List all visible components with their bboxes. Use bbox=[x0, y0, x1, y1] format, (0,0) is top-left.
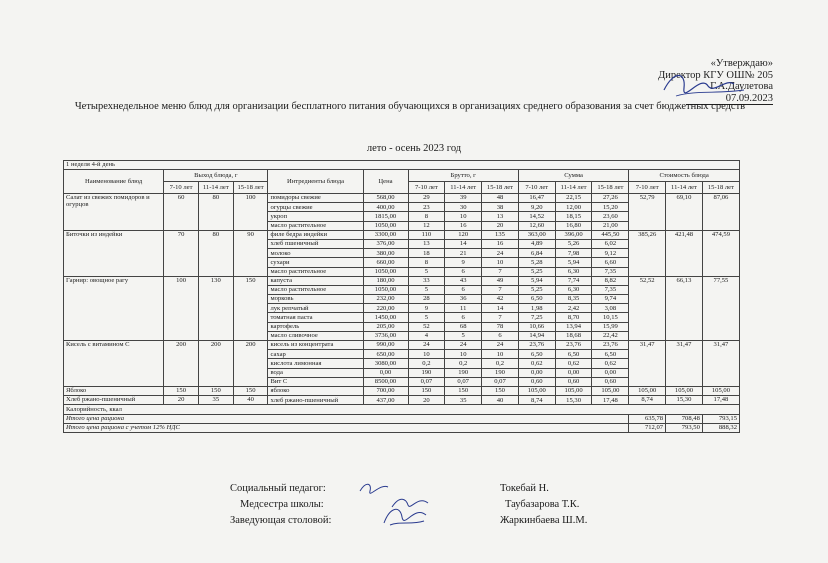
ingredient-sum: 6,30 bbox=[555, 285, 592, 294]
ingredient-sum: 14,94 bbox=[518, 331, 555, 340]
ingredient-sum: 1,98 bbox=[518, 304, 555, 313]
ingredient-name: томатная паста bbox=[268, 313, 363, 322]
approval-heading: «Утверждаю» bbox=[710, 58, 773, 69]
dish-cost: 52,52 bbox=[629, 276, 666, 340]
ingredient-sum: 4,89 bbox=[518, 239, 555, 248]
ingredient-sum: 18,15 bbox=[555, 212, 592, 221]
ingredient-brutto: 36 bbox=[445, 295, 482, 304]
ingredient-brutto: 13 bbox=[482, 212, 519, 221]
ingredient-sum: 7,35 bbox=[592, 285, 629, 294]
dish-output: 150 bbox=[198, 386, 233, 395]
document-season: лето - осень 2023 год bbox=[366, 143, 462, 154]
header-out-age2: 11-14 лет bbox=[198, 182, 233, 194]
ingredient-brutto: 6 bbox=[445, 285, 482, 294]
ingredient-brutto: 13 bbox=[408, 239, 445, 248]
ingredient-brutto: 5 bbox=[408, 267, 445, 276]
ingredient-sum: 6,50 bbox=[518, 350, 555, 359]
ingredient-brutto: 8 bbox=[408, 212, 445, 221]
header-sum-age3: 15-18 лет bbox=[592, 182, 629, 194]
dish-cost: 66,13 bbox=[666, 276, 703, 340]
ingredient-sum: 105,00 bbox=[555, 386, 592, 395]
ingredient-brutto: 29 bbox=[408, 194, 445, 203]
ingredient-sum: 15,99 bbox=[592, 322, 629, 331]
ingredient-sum: 7,98 bbox=[555, 249, 592, 258]
ingredient-brutto: 150 bbox=[445, 386, 482, 395]
ingredient-name: кислота лимонная bbox=[268, 359, 363, 368]
dish-cost: 31,47 bbox=[629, 341, 666, 387]
approval-name: Г.А.Даулетова bbox=[710, 81, 773, 92]
ingredient-brutto: 150 bbox=[482, 386, 519, 395]
ingredient-sum: 0,62 bbox=[518, 359, 555, 368]
ingredient-brutto: 9 bbox=[445, 258, 482, 267]
ingredient-sum: 23,60 bbox=[592, 212, 629, 221]
dish-cost: 31,47 bbox=[702, 341, 739, 387]
ingredient-sum: 15,20 bbox=[592, 203, 629, 212]
ingredient-sum: 6,02 bbox=[592, 239, 629, 248]
ingredient-brutto: 14 bbox=[482, 304, 519, 313]
ingredient-brutto: 0,07 bbox=[482, 377, 519, 386]
signature-icon bbox=[358, 479, 392, 497]
total-age2: 708,48 bbox=[666, 414, 703, 423]
ingredient-name: помидоры свежие bbox=[268, 194, 363, 203]
ingredient-sum: 6,50 bbox=[518, 295, 555, 304]
ingredient-sum: 21,00 bbox=[592, 221, 629, 230]
ingredient-price: 3300,00 bbox=[363, 230, 408, 239]
total-label: Итого цена рациона bbox=[64, 414, 629, 423]
ingredient-sum: 27,26 bbox=[592, 194, 629, 203]
header-brutto: Брутто, г bbox=[408, 170, 518, 182]
dish-output: 80 bbox=[198, 194, 233, 231]
name-canteen-head: Жаркинбаева Ш.М. bbox=[500, 515, 588, 526]
dish-output: 35 bbox=[198, 396, 233, 405]
ingredient-sum: 10,15 bbox=[592, 313, 629, 322]
ingredient-price: 568,00 bbox=[363, 194, 408, 203]
ingredient-brutto: 5 bbox=[408, 313, 445, 322]
calories-label: Калорийность, ккал bbox=[64, 405, 740, 414]
ingredient-brutto: 78 bbox=[482, 322, 519, 331]
ingredient-sum: 22,42 bbox=[592, 331, 629, 340]
table-row bbox=[64, 276, 740, 285]
ingredient-sum: 3,08 bbox=[592, 304, 629, 313]
ingredient-sum: 7,25 bbox=[518, 313, 555, 322]
ingredient-brutto: 8 bbox=[408, 258, 445, 267]
ingredient-price: 3736,00 bbox=[363, 331, 408, 340]
ingredient-brutto: 30 bbox=[445, 203, 482, 212]
name-school-nurse: Таубазарова Т.К. bbox=[505, 499, 580, 510]
dish-name: Кисель с витамином С bbox=[64, 341, 164, 387]
ingredient-price: 1050,00 bbox=[363, 285, 408, 294]
ingredient-brutto: 48 bbox=[482, 194, 519, 203]
ingredient-brutto: 24 bbox=[482, 341, 519, 350]
ingredient-brutto: 21 bbox=[445, 249, 482, 258]
dish-output: 150 bbox=[233, 386, 268, 395]
ingredient-sum: 9,74 bbox=[592, 295, 629, 304]
dish-output: 40 bbox=[233, 396, 268, 405]
header-brutto-age2: 11-14 лет bbox=[445, 182, 482, 194]
dish-output: 60 bbox=[164, 194, 199, 231]
ingredient-name: морковь bbox=[268, 295, 363, 304]
ingredient-price: 650,00 bbox=[363, 350, 408, 359]
document-title: Четырехнедельное меню блюд для организации бесплатного питания обучающихся в организациях среднего образования за счет бюджетных средств bbox=[74, 101, 746, 112]
ingredient-price: 220,00 bbox=[363, 304, 408, 313]
dish-cost: 421,48 bbox=[666, 230, 703, 276]
ingredient-sum: 0,00 bbox=[592, 368, 629, 377]
ingredient-brutto: 68 bbox=[445, 322, 482, 331]
ingredient-sum: 396,00 bbox=[555, 230, 592, 239]
ingredient-price: 700,00 bbox=[363, 386, 408, 395]
table-row bbox=[64, 194, 740, 203]
ingredient-sum: 6,50 bbox=[592, 350, 629, 359]
approval-block bbox=[658, 58, 773, 105]
dish-name: Яблоко bbox=[64, 386, 164, 395]
ingredient-sum: 17,48 bbox=[592, 396, 629, 405]
ingredient-brutto: 5 bbox=[408, 285, 445, 294]
ingredient-brutto: 12 bbox=[408, 221, 445, 230]
ingredient-brutto: 43 bbox=[445, 276, 482, 285]
ingredient-brutto: 42 bbox=[482, 295, 519, 304]
ingredient-name: Вит С bbox=[268, 377, 363, 386]
ingredient-sum: 10,66 bbox=[518, 322, 555, 331]
ingredient-brutto: 7 bbox=[482, 313, 519, 322]
total-vat-age3: 888,32 bbox=[702, 423, 739, 432]
ingredient-sum: 7,74 bbox=[555, 276, 592, 285]
ingredient-sum: 0,60 bbox=[592, 377, 629, 386]
total-vat-age2: 793,50 bbox=[666, 423, 703, 432]
ingredient-price: 990,00 bbox=[363, 341, 408, 350]
table-row bbox=[64, 230, 740, 239]
dish-cost: 105,00 bbox=[702, 386, 739, 395]
total-vat-age1: 712,07 bbox=[629, 423, 666, 432]
ingredient-brutto: 10 bbox=[445, 350, 482, 359]
ingredient-sum: 6,60 bbox=[592, 258, 629, 267]
ingredient-name: картофель bbox=[268, 322, 363, 331]
ingredient-brutto: 190 bbox=[408, 368, 445, 377]
ingredient-sum: 12,60 bbox=[518, 221, 555, 230]
ingredient-name: сухари bbox=[268, 258, 363, 267]
dish-cost: 8,74 bbox=[629, 396, 666, 405]
ingredient-price: 1450,00 bbox=[363, 313, 408, 322]
ingredient-sum: 0,62 bbox=[592, 359, 629, 368]
ingredient-sum: 13,94 bbox=[555, 322, 592, 331]
ingredient-sum: 15,30 bbox=[555, 396, 592, 405]
ingredient-sum: 12,00 bbox=[555, 203, 592, 212]
ingredient-name: масло растительное bbox=[268, 221, 363, 230]
role-school-nurse: Медсестра школы: bbox=[240, 499, 324, 510]
ingredient-brutto: 0,07 bbox=[408, 377, 445, 386]
ingredient-sum: 8,35 bbox=[555, 295, 592, 304]
approval-director: Директор КГУ ОШ№ 205 bbox=[658, 69, 773, 81]
ingredient-brutto: 10 bbox=[445, 212, 482, 221]
ingredient-sum: 8,82 bbox=[592, 276, 629, 285]
dish-cost: 105,00 bbox=[629, 386, 666, 395]
dish-cost: 15,30 bbox=[666, 396, 703, 405]
ingredient-name: укроп bbox=[268, 212, 363, 221]
ingredient-sum: 14,52 bbox=[518, 212, 555, 221]
ingredient-brutto: 24 bbox=[408, 341, 445, 350]
header-ingredients: Интредиенты блюда bbox=[268, 170, 363, 194]
dish-name: Хлеб ржано-пшеничный bbox=[64, 396, 164, 405]
dish-output: 200 bbox=[164, 341, 199, 387]
ingredient-sum: 5,28 bbox=[518, 258, 555, 267]
dish-output: 100 bbox=[164, 276, 199, 340]
ingredient-sum: 6,50 bbox=[555, 350, 592, 359]
ingredient-brutto: 0,2 bbox=[408, 359, 445, 368]
header-out-age1: 7-10 лет bbox=[164, 182, 199, 194]
ingredient-brutto: 6 bbox=[445, 313, 482, 322]
ingredient-brutto: 24 bbox=[482, 249, 519, 258]
ingredient-price: 1050,00 bbox=[363, 267, 408, 276]
ingredient-brutto: 39 bbox=[445, 194, 482, 203]
dish-name: Салат из свежих помидоров и огурцов bbox=[64, 194, 164, 231]
ingredient-sum: 23,76 bbox=[555, 341, 592, 350]
ingredient-brutto: 33 bbox=[408, 276, 445, 285]
dish-output: 80 bbox=[198, 230, 233, 276]
ingredient-sum: 8,74 bbox=[518, 396, 555, 405]
ingredient-name: огурцы свежие bbox=[268, 203, 363, 212]
menu-table bbox=[63, 160, 740, 433]
ingredient-price: 1050,00 bbox=[363, 221, 408, 230]
ingredient-brutto: 190 bbox=[445, 368, 482, 377]
ingredient-brutto: 0,2 bbox=[445, 359, 482, 368]
header-output: Выход блюда, г bbox=[164, 170, 268, 182]
ingredient-name: молоко bbox=[268, 249, 363, 258]
ingredient-brutto: 35 bbox=[445, 396, 482, 405]
ingredient-brutto: 10 bbox=[408, 350, 445, 359]
total-age3: 793,15 bbox=[702, 414, 739, 423]
dish-output: 150 bbox=[233, 276, 268, 340]
role-canteen-head: Заведующая столовой: bbox=[230, 515, 332, 526]
ingredient-sum: 0,60 bbox=[555, 377, 592, 386]
header-cost-age3: 15-18 лет bbox=[702, 182, 739, 194]
ingredient-price: 180,00 bbox=[363, 276, 408, 285]
ingredient-sum: 18,68 bbox=[555, 331, 592, 340]
signatures-block bbox=[230, 481, 650, 529]
ingredient-sum: 6,84 bbox=[518, 249, 555, 258]
ingredient-sum: 105,00 bbox=[518, 386, 555, 395]
ingredient-brutto: 20 bbox=[408, 396, 445, 405]
dish-cost: 77,55 bbox=[702, 276, 739, 340]
ingredient-brutto: 120 bbox=[445, 230, 482, 239]
header-sum: Сумма bbox=[518, 170, 628, 182]
ingredient-brutto: 24 bbox=[445, 341, 482, 350]
header-sum-age1: 7-10 лет bbox=[518, 182, 555, 194]
ingredient-sum: 22,15 bbox=[555, 194, 592, 203]
ingredient-sum: 363,00 bbox=[518, 230, 555, 239]
ingredient-price: 380,00 bbox=[363, 249, 408, 258]
ingredient-brutto: 0,07 bbox=[445, 377, 482, 386]
ingredient-name: капуста bbox=[268, 276, 363, 285]
ingredient-brutto: 40 bbox=[482, 396, 519, 405]
ingredient-brutto: 0,2 bbox=[482, 359, 519, 368]
ingredient-sum: 7,35 bbox=[592, 267, 629, 276]
ingredient-name: хлеб пшеничный bbox=[268, 239, 363, 248]
ingredient-brutto: 28 bbox=[408, 295, 445, 304]
dish-cost: 69,10 bbox=[666, 194, 703, 231]
ingredient-brutto: 7 bbox=[482, 267, 519, 276]
table-row bbox=[64, 386, 740, 395]
dish-output: 130 bbox=[198, 276, 233, 340]
ingredient-name: вода bbox=[268, 368, 363, 377]
dish-cost: 52,79 bbox=[629, 194, 666, 231]
header-price: Цена bbox=[363, 170, 408, 194]
ingredient-name: масло растительное bbox=[268, 285, 363, 294]
dish-output: 200 bbox=[198, 341, 233, 387]
approval-date: 07.09.2023 bbox=[686, 93, 773, 106]
ingredient-brutto: 38 bbox=[482, 203, 519, 212]
ingredient-name: сахар bbox=[268, 350, 363, 359]
ingredient-name: масло сливочное bbox=[268, 331, 363, 340]
ingredient-brutto: 4 bbox=[408, 331, 445, 340]
ingredient-name: яблоко bbox=[268, 386, 363, 395]
total-vat-label: Итого цена рациона с учетом 12% НДС bbox=[64, 423, 629, 432]
menu-body bbox=[64, 194, 740, 405]
table-row bbox=[64, 341, 740, 350]
ingredient-sum: 23,76 bbox=[592, 341, 629, 350]
ingredient-brutto: 110 bbox=[408, 230, 445, 239]
ingredient-name: филе бедра индейки bbox=[268, 230, 363, 239]
ingredient-brutto: 10 bbox=[482, 350, 519, 359]
ingredient-brutto: 16 bbox=[445, 221, 482, 230]
ingredient-sum: 5,26 bbox=[555, 239, 592, 248]
ingredient-price: 376,00 bbox=[363, 239, 408, 248]
header-dish: Наименование блюд bbox=[64, 170, 164, 194]
ingredient-brutto: 23 bbox=[408, 203, 445, 212]
ingredient-price: 8500,00 bbox=[363, 377, 408, 386]
header-cost-age2: 11-14 лет bbox=[666, 182, 703, 194]
dish-name: Гарнир: овощное рагу bbox=[64, 276, 164, 340]
ingredient-sum: 0,00 bbox=[555, 368, 592, 377]
ingredient-brutto: 10 bbox=[482, 258, 519, 267]
dish-name: Биточки из индейки bbox=[64, 230, 164, 276]
ingredient-brutto: 11 bbox=[445, 304, 482, 313]
ingredient-brutto: 18 bbox=[408, 249, 445, 258]
ingredient-price: 3080,00 bbox=[363, 359, 408, 368]
dish-cost: 105,00 bbox=[666, 386, 703, 395]
ingredient-sum: 23,76 bbox=[518, 341, 555, 350]
header-out-age3: 15-18 лет bbox=[233, 182, 268, 194]
ingredient-sum: 8,70 bbox=[555, 313, 592, 322]
ingredient-sum: 5,94 bbox=[518, 276, 555, 285]
ingredient-sum: 0,60 bbox=[518, 377, 555, 386]
ingredient-price: 400,00 bbox=[363, 203, 408, 212]
ingredient-brutto: 9 bbox=[408, 304, 445, 313]
ingredient-sum: 16,80 bbox=[555, 221, 592, 230]
signature-icon bbox=[380, 503, 430, 529]
header-brutto-age1: 7-10 лет bbox=[408, 182, 445, 194]
total-age1: 635,78 bbox=[629, 414, 666, 423]
ingredient-sum: 105,00 bbox=[592, 386, 629, 395]
dish-cost: 385,26 bbox=[629, 230, 666, 276]
dish-cost: 31,47 bbox=[666, 341, 703, 387]
dish-output: 200 bbox=[233, 341, 268, 387]
ingredient-brutto: 5 bbox=[445, 331, 482, 340]
ingredient-brutto: 16 bbox=[482, 239, 519, 248]
header-cost-age1: 7-10 лет bbox=[629, 182, 666, 194]
dish-cost: 17,48 bbox=[702, 396, 739, 405]
header-cost: Стоимость блюда bbox=[629, 170, 740, 182]
ingredient-brutto: 150 bbox=[408, 386, 445, 395]
ingredient-sum: 0,62 bbox=[555, 359, 592, 368]
ingredient-name: лук репчатый bbox=[268, 304, 363, 313]
ingredient-name: хлеб ржано-пшеничный bbox=[268, 396, 363, 405]
ingredient-price: 1815,00 bbox=[363, 212, 408, 221]
ingredient-name: кисель из концентрата bbox=[268, 341, 363, 350]
ingredient-sum: 16,47 bbox=[518, 194, 555, 203]
ingredient-brutto: 135 bbox=[482, 230, 519, 239]
table-row bbox=[64, 396, 740, 405]
dish-output: 100 bbox=[233, 194, 268, 231]
dish-output: 150 bbox=[164, 386, 199, 395]
dish-output: 90 bbox=[233, 230, 268, 276]
ingredient-price: 660,00 bbox=[363, 258, 408, 267]
dish-cost: 87,06 bbox=[702, 194, 739, 231]
ingredient-sum: 5,94 bbox=[555, 258, 592, 267]
ingredient-sum: 2,42 bbox=[555, 304, 592, 313]
role-social-teacher: Социальный педагог: bbox=[230, 483, 326, 494]
ingredient-sum: 0,00 bbox=[518, 368, 555, 377]
ingredient-price: 437,00 bbox=[363, 396, 408, 405]
ingredient-brutto: 6 bbox=[445, 267, 482, 276]
dish-output: 70 bbox=[164, 230, 199, 276]
ingredient-price: 205,00 bbox=[363, 322, 408, 331]
ingredient-brutto: 7 bbox=[482, 285, 519, 294]
ingredient-brutto: 52 bbox=[408, 322, 445, 331]
header-brutto-age3: 15-18 лет bbox=[482, 182, 519, 194]
ingredient-brutto: 14 bbox=[445, 239, 482, 248]
name-social-teacher: Токебай Н. bbox=[500, 483, 549, 494]
ingredient-brutto: 6 bbox=[482, 331, 519, 340]
dish-output: 20 bbox=[164, 396, 199, 405]
ingredient-sum: 445,50 bbox=[592, 230, 629, 239]
ingredient-sum: 9,20 bbox=[518, 203, 555, 212]
ingredient-sum: 9,12 bbox=[592, 249, 629, 258]
ingredient-sum: 6,30 bbox=[555, 267, 592, 276]
ingredient-sum: 5,25 bbox=[518, 267, 555, 276]
ingredient-name: масло растительное bbox=[268, 267, 363, 276]
ingredient-brutto: 20 bbox=[482, 221, 519, 230]
ingredient-brutto: 190 bbox=[482, 368, 519, 377]
ingredient-price: 232,00 bbox=[363, 295, 408, 304]
header-sum-age2: 11-14 лет bbox=[555, 182, 592, 194]
ingredient-sum: 5,25 bbox=[518, 285, 555, 294]
week-label: 1 неделя 4-й день bbox=[64, 161, 740, 170]
ingredient-price: 0,00 bbox=[363, 368, 408, 377]
ingredient-brutto: 49 bbox=[482, 276, 519, 285]
dish-cost: 474,59 bbox=[702, 230, 739, 276]
